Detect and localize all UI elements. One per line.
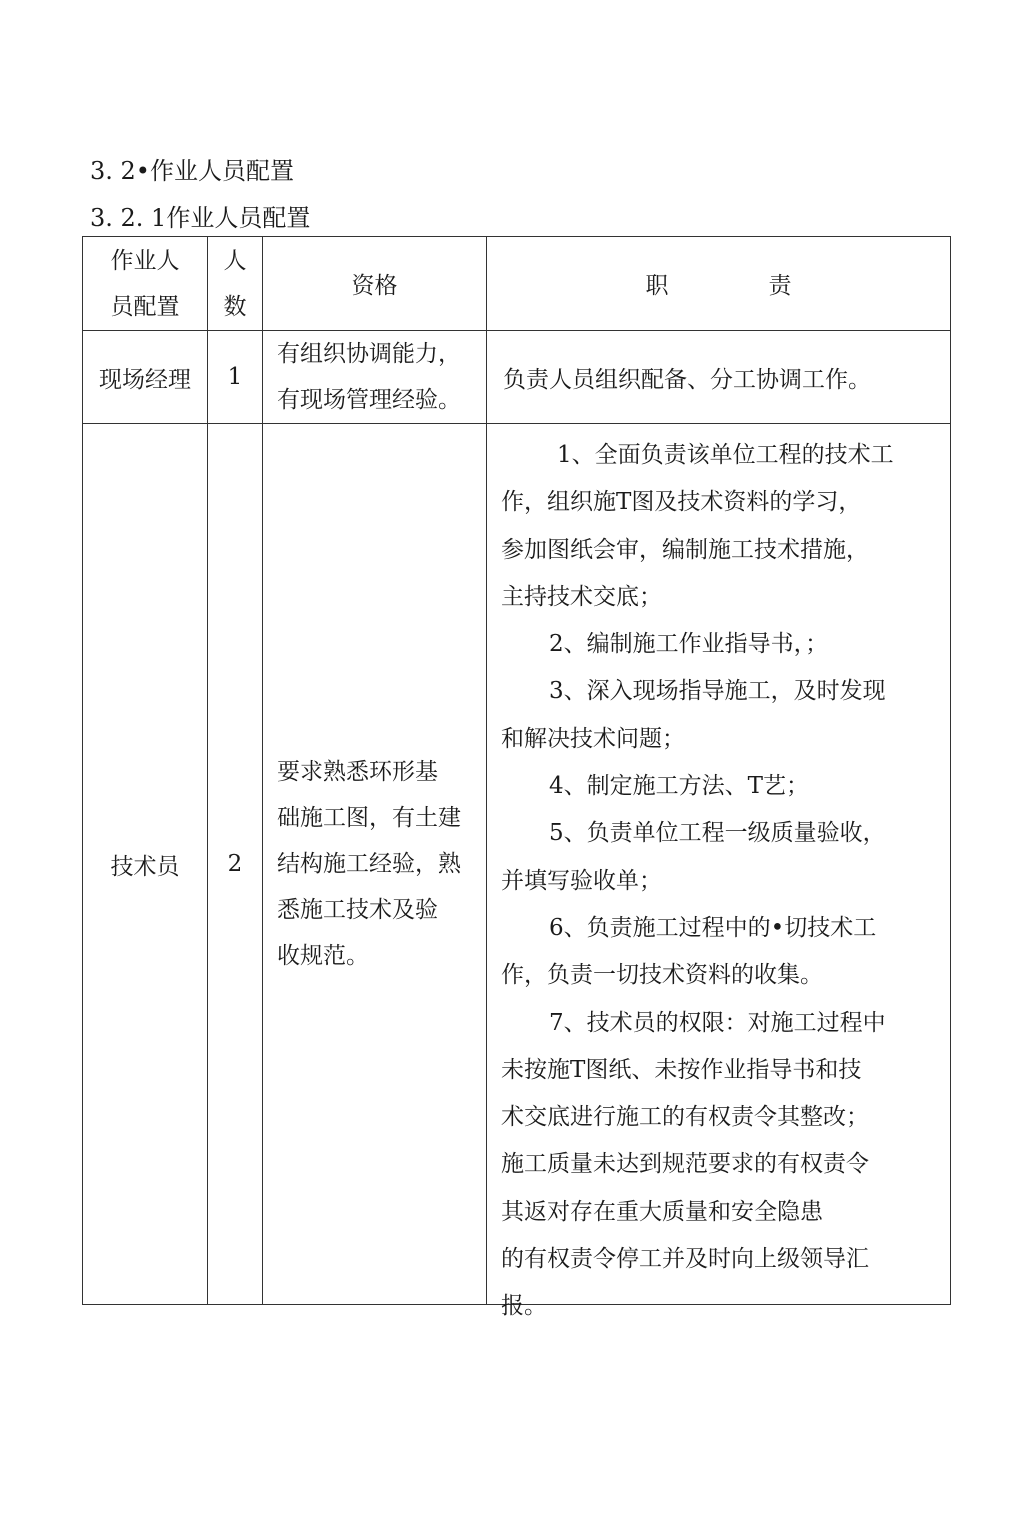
header-role (83, 237, 208, 331)
duty-line: 其返对存在重大质量和安全隐患 (501, 1198, 823, 1225)
qualification-line: 悉施工技术及验 (277, 897, 438, 923)
staffing-table (82, 236, 951, 1320)
duty-line: 参加图纸会审，编制施工技术措施， (501, 536, 869, 563)
duty-cell: 负责人员组织配备、分工协调工作。 (487, 331, 951, 424)
role-cell: 现场经理 (83, 331, 208, 424)
duty-line: 施工质量未达到规范要求的有权责令 (501, 1151, 869, 1178)
subsection-heading: 3. 2. 1作业人员配置 (90, 204, 311, 232)
duty-line: 和解决技术问题； (501, 725, 685, 752)
duty-line: 4、制定施工方法、T艺； (549, 773, 809, 800)
qualification-line: 收规范。 (277, 943, 369, 969)
duty-line: 作，组织施T图及技术资料的学习， (501, 489, 862, 516)
table-row (83, 424, 951, 1305)
qualification-line: 要求熟悉环形基 (277, 759, 438, 785)
section-heading: 3. 2•作业人员配置 (90, 157, 294, 185)
qualification-cell (263, 424, 487, 1305)
qualification-cell (263, 331, 487, 424)
duty-line: 6、负责施工过程中的•切技术工 (549, 914, 877, 941)
count-cell: 1 (208, 331, 263, 424)
duty-line: 7、技术员的权限：对施工过程中 (549, 1009, 886, 1036)
header-duty-part2: 责 (768, 273, 792, 299)
duty-line: 的有权责令停工并及时向上级领导汇 (501, 1246, 869, 1273)
duty-list (487, 424, 950, 1320)
header-role-line1: 作业人 (110, 247, 180, 274)
header-count-line2: 数 (223, 293, 247, 320)
staffing-table-container (82, 236, 950, 1320)
duty-line: 并填写验收单； (501, 867, 662, 894)
role-cell: 技术员 (83, 424, 208, 1305)
table-row (83, 331, 951, 424)
duty-line: 5、负责单位工程一级质量验收， (549, 820, 886, 847)
duty-line: 2、编制施工作业指导书，； (549, 631, 829, 658)
qualification-line: 础施工图，有土建 (277, 805, 461, 831)
header-duty-part1: 职 (645, 273, 669, 299)
header-qualification: 资格 (263, 237, 487, 331)
header-role-line2: 员配置 (110, 293, 180, 320)
duty-line: 3、深入现场指导施工，及时发现 (549, 678, 886, 705)
duty-line: 报。 (501, 1293, 547, 1320)
qualification-line: 有现场管理经验。 (277, 387, 461, 413)
header-count-line1: 人 (223, 247, 247, 274)
duty-line: 作，负责一切技术资料的收集。 (501, 962, 823, 989)
qualification-line: 结构施工经验，熟 (277, 851, 461, 877)
duty-line: 1、全面负责该单位工程的技术工 (557, 442, 894, 468)
table-header-row (83, 237, 951, 331)
header-duty (487, 237, 951, 331)
count-cell: 2 (208, 424, 263, 1305)
qualification-line: 有组织协调能力， (277, 341, 461, 367)
header-count (208, 237, 263, 331)
duty-line: 主持技术交底； (501, 583, 662, 610)
duty-line: 未按施T图纸、未按作业指导书和技 (501, 1056, 862, 1083)
duty-cell (487, 424, 951, 1320)
duty-line: 术交底进行施工的有权责令其整改； (501, 1104, 869, 1131)
